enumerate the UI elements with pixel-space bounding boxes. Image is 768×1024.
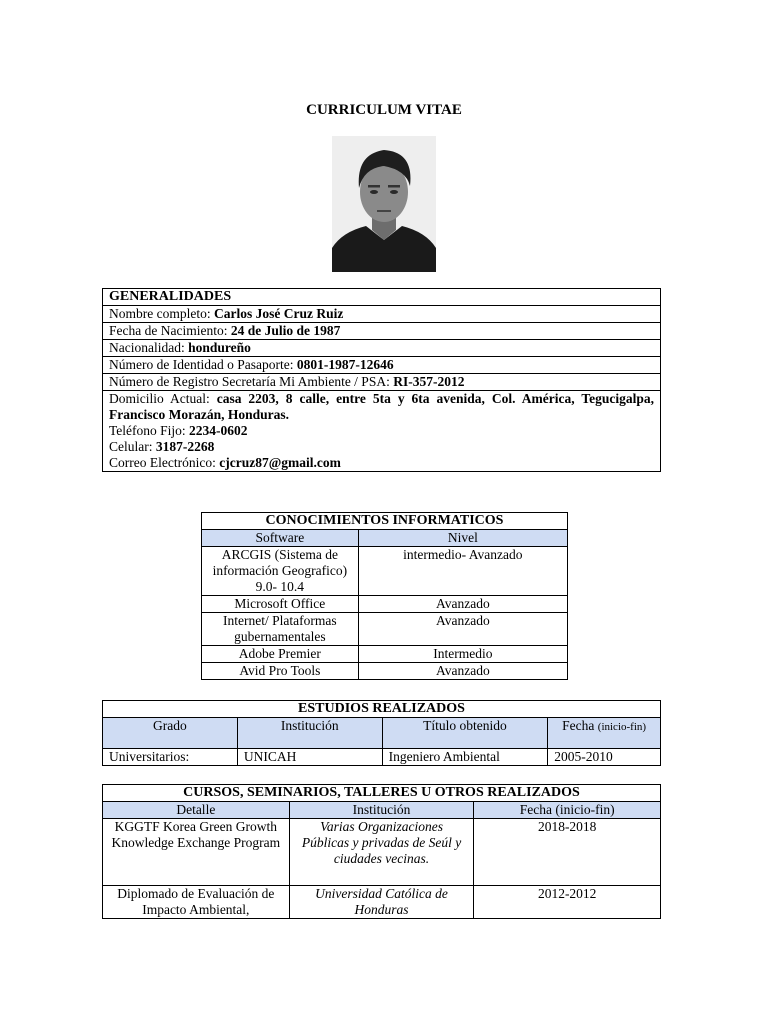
identidad-row bbox=[103, 357, 661, 374]
nombre-label: Nombre completo: bbox=[109, 306, 214, 321]
fecha-row bbox=[103, 323, 661, 340]
nombre-value: Carlos José Cruz Ruiz bbox=[213, 306, 344, 321]
fecha-label: Fecha de Nacimiento: bbox=[109, 323, 231, 338]
identidad-value: 0801-1987-12646 bbox=[296, 357, 394, 372]
registro-value: RI-357-2012 bbox=[393, 374, 465, 389]
col-software: Software bbox=[202, 530, 359, 547]
cursos-table bbox=[102, 784, 661, 919]
domicilio-value: casa 2203, 8 calle, entre 5ta y 6ta avenida, Col. América, Tegucigalpa, Francisco Morazán, Honduras. bbox=[109, 391, 654, 422]
software-cell: Adobe Premier bbox=[202, 646, 359, 663]
institucion-cell: Universidad Católica de Honduras bbox=[289, 886, 474, 919]
detalle-cell: KGGTF Korea Green Growth Knowledge Exchange Program bbox=[103, 819, 290, 886]
conocimientos-table bbox=[201, 512, 568, 680]
nivel-cell: Intermedio bbox=[358, 646, 567, 663]
fecha-cell: 2005-2010 bbox=[548, 749, 661, 766]
table-row bbox=[202, 596, 568, 613]
domicilio-label: Domicilio Actual: bbox=[109, 391, 217, 406]
correo-label: Correo Electrónico: bbox=[109, 455, 220, 470]
nombre-row bbox=[103, 306, 661, 323]
table-row bbox=[202, 613, 568, 646]
table-row bbox=[103, 819, 661, 886]
software-cell: Avid Pro Tools bbox=[202, 663, 359, 680]
col-fecha bbox=[548, 718, 661, 749]
col-institucion: Institución bbox=[237, 718, 382, 749]
correo-row bbox=[109, 455, 654, 471]
celular-value: 3187-2268 bbox=[155, 439, 215, 454]
celular-label: Celular: bbox=[109, 439, 156, 454]
software-cell: Internet/ Plataformas gubernamentales bbox=[202, 613, 359, 646]
detalle-cell: Diplomado de Evaluación de Impacto Ambiental, bbox=[103, 886, 290, 919]
col-titulo: Título obtenido bbox=[382, 718, 548, 749]
col-detalle: Detalle bbox=[103, 802, 290, 819]
nacionalidad-value: hondureño bbox=[188, 340, 251, 355]
profile-photo bbox=[332, 136, 436, 272]
nacionalidad-label: Nacionalidad: bbox=[109, 340, 189, 355]
telefono-row bbox=[109, 423, 654, 439]
fecha-value: 24 de Julio de 1987 bbox=[230, 323, 341, 338]
table-row bbox=[103, 749, 661, 766]
col-grado: Grado bbox=[103, 718, 238, 749]
generalidades-table bbox=[102, 288, 661, 472]
col-fecha-note: (inicio-fin) bbox=[597, 721, 647, 733]
contacto-cell bbox=[103, 391, 661, 472]
col-institucion: Institución bbox=[289, 802, 474, 819]
conocimientos-header: CONOCIMIENTOS INFORMATICOS bbox=[202, 513, 568, 530]
table-row bbox=[103, 886, 661, 919]
celular-row bbox=[109, 439, 654, 455]
institucion-cell: Varias Organizaciones Públicas y privadas de Seúl y ciudades vecinas. bbox=[289, 819, 474, 886]
software-cell: Microsoft Office bbox=[202, 596, 359, 613]
table-row bbox=[202, 663, 568, 680]
estudios-header: ESTUDIOS REALIZADOS bbox=[103, 701, 661, 718]
nacionalidad-row bbox=[103, 340, 661, 357]
domicilio-row bbox=[109, 391, 654, 423]
col-nivel: Nivel bbox=[358, 530, 567, 547]
identidad-label: Número de Identidad o Pasaporte: bbox=[109, 357, 297, 372]
table-row bbox=[202, 646, 568, 663]
telefono-value: 2234-0602 bbox=[189, 423, 248, 438]
cursos-header: CURSOS, SEMINARIOS, TALLERES U OTROS REALIZADOS bbox=[103, 785, 661, 802]
nivel-cell: Avanzado bbox=[358, 663, 567, 680]
telefono-label: Teléfono Fijo: bbox=[109, 423, 190, 438]
col-fecha-label: Fecha bbox=[562, 718, 595, 733]
estudios-table bbox=[102, 700, 661, 766]
nivel-cell: Avanzado bbox=[358, 596, 567, 613]
grado-cell: Universitarios: bbox=[103, 749, 238, 766]
nivel-cell: Avanzado bbox=[358, 613, 567, 646]
software-cell: ARCGIS (Sistema de información Geografico) 9.0- 10.4 bbox=[202, 547, 359, 596]
institucion-cell: UNICAH bbox=[237, 749, 382, 766]
titulo-cell: Ingeniero Ambiental bbox=[382, 749, 548, 766]
generalidades-header: GENERALIDADES bbox=[103, 289, 661, 306]
fecha-cell: 2018-2018 bbox=[474, 819, 661, 886]
table-row bbox=[202, 547, 568, 596]
fecha-cell: 2012-2012 bbox=[474, 886, 661, 919]
col-fecha: Fecha (inicio-fin) bbox=[474, 802, 661, 819]
correo-value: cjcruz87@gmail.com bbox=[219, 455, 341, 470]
document-title: CURRICULUM VITAE bbox=[306, 102, 462, 118]
registro-label: Número de Registro Secretaría Mi Ambiente / PSA: bbox=[109, 374, 394, 389]
registro-row bbox=[103, 374, 661, 391]
nivel-cell: intermedio- Avanzado bbox=[358, 547, 567, 596]
